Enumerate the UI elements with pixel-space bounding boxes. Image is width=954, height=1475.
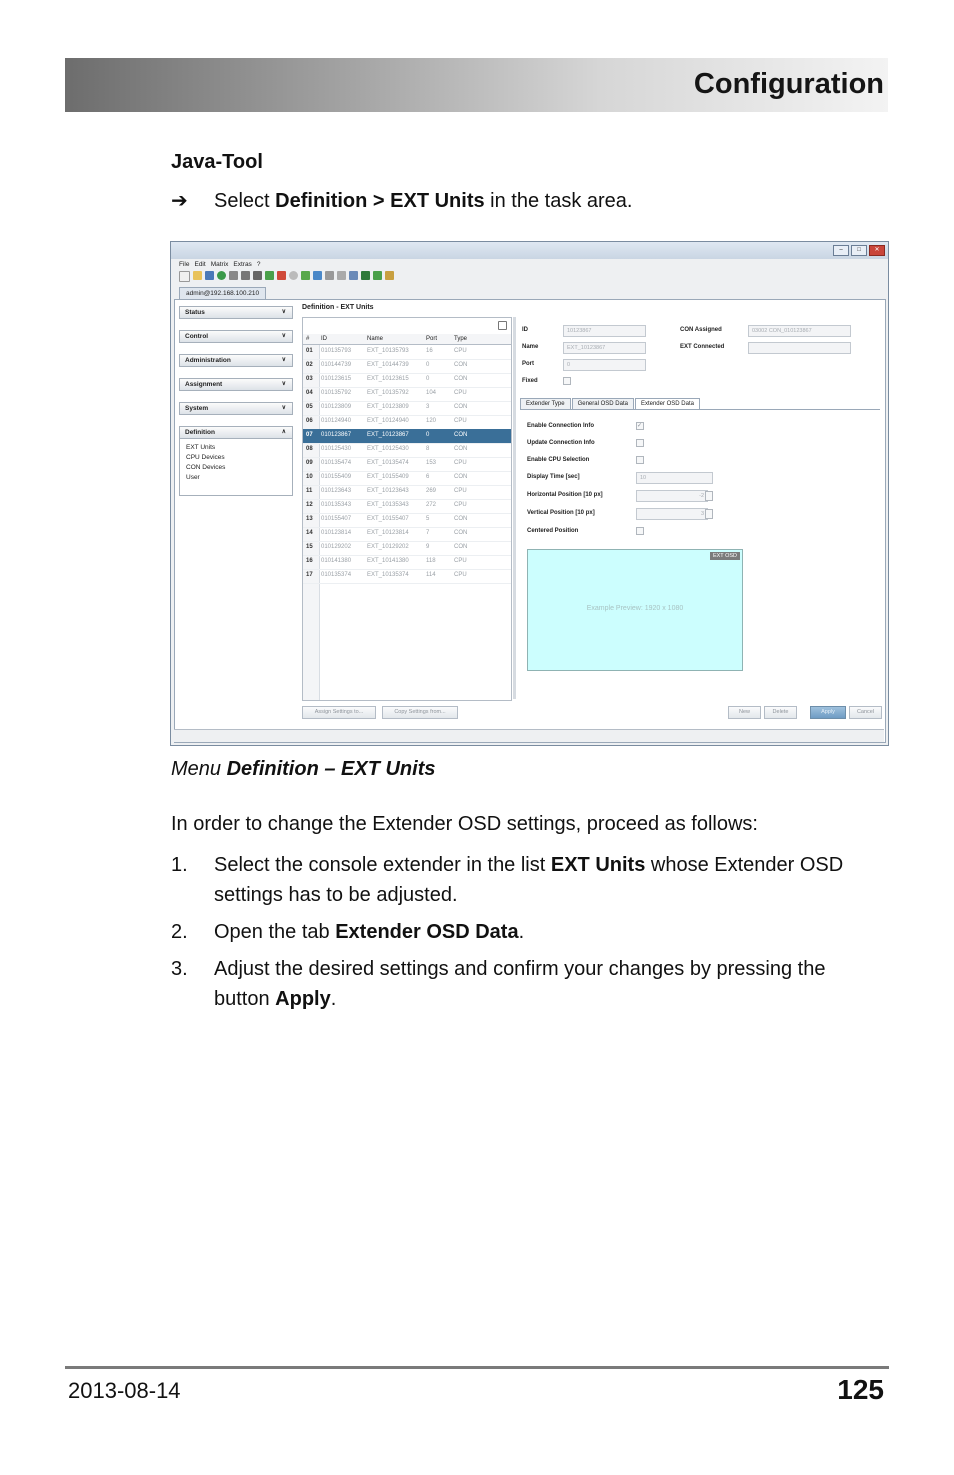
row-name: EXT_10129202	[367, 544, 409, 550]
row-number: 10	[306, 474, 313, 480]
row-id: 010155409	[321, 474, 352, 480]
chevron-down-icon: ∨	[281, 333, 286, 339]
row-port: 118	[426, 558, 436, 564]
chevron-down-icon: ∨	[281, 381, 286, 387]
details-panel	[518, 317, 882, 699]
paste-icon[interactable]	[253, 271, 262, 280]
row-port: 6	[426, 474, 430, 480]
table-row[interactable]	[303, 443, 511, 458]
header-title: Configuration	[693, 68, 884, 100]
row-number: 02	[306, 362, 313, 368]
row-port: 5	[426, 516, 430, 522]
menu-bar	[179, 261, 260, 268]
report-icon[interactable]	[337, 271, 346, 280]
row-id: 010135474	[321, 460, 352, 466]
step-number: 2.	[171, 921, 188, 943]
row-port: 269	[426, 488, 437, 494]
monitor-icon[interactable]	[361, 271, 370, 280]
sidebar-system-label: System	[185, 405, 209, 412]
row-type: CPU	[454, 390, 467, 396]
table-row[interactable]	[303, 429, 511, 444]
preview-text: Example Preview: 1920 x 1080	[586, 605, 684, 612]
save-icon[interactable]	[205, 271, 214, 280]
task-sidebar	[179, 306, 293, 496]
ext-connected-field[interactable]	[748, 342, 851, 354]
row-name: EXT_10141380	[367, 558, 409, 564]
row-port: 3	[426, 404, 430, 410]
ext-units-table	[302, 317, 512, 701]
filter-icon[interactable]	[498, 321, 507, 330]
tab-general-osd-data[interactable]: General OSD Data	[572, 398, 634, 410]
row-name: EXT_10144739	[367, 362, 409, 368]
row-port: 120	[426, 418, 437, 424]
row-type: CON	[454, 516, 468, 522]
row-id: 010135343	[321, 502, 352, 508]
row-type: CON	[454, 544, 468, 550]
row-id: 010123809	[321, 404, 352, 410]
row-type: CON	[454, 474, 468, 480]
table-row[interactable]	[303, 471, 511, 486]
step-text: Open the tab Extender OSD Data.	[214, 921, 525, 943]
download-icon[interactable]	[313, 271, 322, 280]
row-port: 7	[426, 530, 430, 536]
sidebar-definition[interactable]	[179, 426, 293, 439]
column-header-name[interactable]: Name	[367, 336, 384, 342]
sidebar-assignment[interactable]	[179, 378, 293, 391]
centered-position-label: Centered Position	[527, 528, 579, 534]
row-name: EXT_10135374	[367, 572, 409, 578]
row-id: 010123814	[321, 530, 352, 536]
row-number: 16	[306, 558, 313, 564]
table-row[interactable]	[303, 401, 511, 416]
row-id: 010155407	[321, 516, 352, 522]
table-row[interactable]	[303, 555, 511, 570]
row-name: EXT_10124940	[367, 418, 409, 424]
table-row[interactable]	[303, 415, 511, 430]
row-type: CPU	[454, 558, 467, 564]
row-id: 010124940	[321, 418, 352, 424]
menu-file[interactable]: File	[179, 261, 190, 268]
caption-bold: Definition – EXT Units	[226, 758, 436, 780]
row-number: 12	[306, 502, 313, 508]
row-port: 114	[426, 572, 436, 578]
sidebar-system[interactable]	[179, 402, 293, 415]
fixed-checkbox[interactable]	[563, 377, 571, 385]
sidebar-item-con-devices[interactable]: CON Devices	[186, 464, 226, 471]
sidebar-item-user[interactable]: User	[186, 474, 200, 481]
row-port: 16	[426, 348, 433, 354]
row-type: CON	[454, 362, 468, 368]
delete-button[interactable]: Delete	[764, 706, 797, 719]
instruction-line	[171, 188, 632, 213]
tab-extender-osd-data[interactable]: Extender OSD Data	[635, 398, 700, 410]
menu-matrix[interactable]: Matrix	[210, 261, 229, 268]
update-connection-info-label: Update Connection Info	[527, 440, 595, 446]
row-id: 010135374	[321, 572, 352, 578]
step-item	[171, 954, 886, 1014]
sidebar-control[interactable]	[179, 330, 293, 343]
sidebar-assignment-label: Assignment	[185, 381, 223, 388]
chevron-down-icon: ∨	[281, 309, 286, 315]
table-row[interactable]	[303, 373, 511, 388]
table-header	[303, 334, 511, 345]
row-type: CON	[454, 530, 468, 536]
row-number: 07	[306, 432, 313, 438]
row-port: 0	[426, 362, 430, 368]
row-number: 17	[306, 572, 313, 578]
definition-submenu	[179, 439, 293, 496]
table-row[interactable]	[303, 499, 511, 514]
instruction-suffix: in the task area.	[484, 190, 633, 212]
new-file-icon[interactable]	[179, 271, 190, 282]
page-header	[65, 58, 888, 112]
window-titlebar	[171, 242, 888, 259]
disconnect-icon[interactable]	[277, 271, 286, 280]
row-name: EXT_10125430	[367, 446, 409, 452]
row-number: 03	[306, 376, 313, 382]
open-folder-icon[interactable]	[193, 271, 202, 280]
row-id: 010141380	[321, 558, 352, 564]
row-number: 09	[306, 460, 313, 466]
horizontal-stepper-icon[interactable]	[705, 491, 713, 501]
copy-settings-button[interactable]: Copy Settings from...	[382, 706, 458, 719]
sidebar-definition-label: Definition	[185, 429, 215, 436]
table-row[interactable]	[303, 541, 511, 556]
sidebar-control-label: Control	[185, 333, 209, 340]
column-header-number[interactable]: #	[306, 336, 310, 342]
display-time-field[interactable]: 10	[636, 472, 713, 484]
refresh-icon[interactable]	[217, 271, 226, 280]
row-number: 08	[306, 446, 313, 452]
instruction-prefix: Select	[214, 190, 276, 212]
row-type: CPU	[454, 572, 467, 578]
row-id: 010125430	[321, 446, 352, 452]
table-row[interactable]	[303, 387, 511, 402]
row-number: 06	[306, 418, 313, 424]
row-type: CON	[454, 446, 468, 452]
step-number: 1.	[171, 854, 188, 876]
table-row[interactable]	[303, 359, 511, 374]
cancel-button[interactable]: Cancel	[849, 706, 882, 719]
menu-edit[interactable]: Edit	[194, 261, 206, 268]
export-icon[interactable]	[349, 271, 358, 280]
app-screenshot	[170, 241, 889, 746]
document-icon[interactable]	[325, 271, 334, 280]
table-row[interactable]	[303, 457, 511, 472]
intro-text: In order to change the Extender OSD settings, proceed as follows:	[171, 813, 758, 835]
row-type: CON	[454, 432, 468, 438]
row-name: EXT_10135792	[367, 390, 409, 396]
row-port: 272	[426, 502, 437, 508]
row-number: 13	[306, 516, 313, 522]
row-id: 010135792	[321, 390, 352, 396]
row-port: 0	[426, 376, 430, 382]
step-item	[171, 850, 886, 910]
row-type: CON	[454, 404, 468, 410]
horizontal-position-spinner[interactable]: -2	[636, 490, 708, 502]
row-port: 8	[426, 446, 430, 452]
table-row[interactable]	[303, 569, 511, 584]
vertical-position-label: Vertical Position [10 px]	[527, 510, 595, 516]
row-name: EXT_10123867	[367, 432, 409, 438]
minimize-icon[interactable]: –	[833, 245, 849, 256]
name-label: Name	[522, 344, 539, 350]
main-panel	[174, 299, 886, 743]
instruction-bold: Definition > EXT Units	[275, 190, 485, 212]
sidebar-administration[interactable]	[179, 354, 293, 367]
enable-cpu-selection-label: Enable CPU Selection	[527, 457, 590, 463]
con-assigned-field[interactable]: 03002 CON_010123867	[748, 325, 851, 337]
upload-icon[interactable]	[301, 271, 310, 280]
row-port: 9	[426, 544, 430, 550]
row-name: EXT_10123809	[367, 404, 409, 410]
toolbar	[179, 271, 394, 282]
enable-connection-info-label: Enable Connection Info	[527, 423, 594, 429]
footer-date: 2013-08-14	[68, 1378, 181, 1403]
row-id: 010135793	[321, 348, 352, 354]
sidebar-administration-label: Administration	[185, 357, 231, 364]
enable-cpu-selection-checkbox[interactable]	[636, 456, 644, 464]
row-number: 15	[306, 544, 313, 550]
row-id: 010123643	[321, 488, 352, 494]
horizontal-position-label: Horizontal Position [10 px]	[527, 492, 603, 498]
column-header-type[interactable]: Type	[454, 336, 468, 342]
figure-caption	[171, 758, 436, 781]
sidebar-status[interactable]	[179, 306, 293, 319]
step-text: Adjust the desired settings and confirm your changes by pressing the button Apply.	[214, 958, 826, 1010]
row-type: CPU	[454, 460, 467, 466]
row-port: 0	[426, 432, 430, 438]
row-id: 010129202	[321, 544, 352, 550]
port-field[interactable]: 0	[563, 359, 646, 371]
row-number: 01	[306, 348, 313, 354]
step-text: Select the console extender in the list EXT Units whose Extender OSD settings has to be adjusted.	[214, 854, 844, 906]
osd-preview	[527, 549, 743, 671]
display-time-label: Display Time [sec]	[527, 474, 580, 480]
settings-icon[interactable]	[289, 271, 298, 280]
chevron-down-icon: ∨	[281, 405, 286, 411]
column-header-port[interactable]: Port	[426, 336, 438, 342]
menu-extras[interactable]: Extras	[233, 261, 252, 268]
row-port: 153	[426, 460, 437, 466]
step-number: 3.	[171, 958, 188, 980]
table-row[interactable]	[303, 345, 511, 360]
table-row[interactable]	[303, 527, 511, 542]
new-button[interactable]: New	[728, 706, 761, 719]
row-name: EXT_10135793	[367, 348, 409, 354]
connection-tab[interactable]	[179, 287, 266, 299]
info-icon[interactable]	[385, 271, 394, 280]
close-icon[interactable]: ✕	[869, 245, 885, 256]
row-number: 14	[306, 530, 313, 536]
row-name: EXT_10123643	[367, 488, 409, 494]
row-number: 11	[306, 488, 313, 494]
connection-tab-label: admin@192.168.100.210	[186, 290, 260, 297]
row-name: EXT_10135474	[367, 460, 409, 466]
sidebar-item-ext-units[interactable]: EXT Units	[186, 444, 216, 451]
sidebar-status-label: Status	[185, 309, 205, 316]
connect-icon[interactable]	[265, 271, 274, 280]
name-field[interactable]: EXT_10123867	[563, 342, 646, 354]
id-label: ID	[522, 327, 528, 333]
port-label: Port	[522, 361, 534, 367]
row-id: 010144739	[321, 362, 352, 368]
row-id: 010123867	[321, 432, 352, 438]
row-type: CON	[454, 376, 468, 382]
check-icon[interactable]	[373, 271, 382, 280]
apply-button[interactable]: Apply	[810, 706, 846, 719]
row-name: EXT_10155409	[367, 474, 409, 480]
centered-position-checkbox[interactable]	[636, 527, 644, 535]
row-name: EXT_10135343	[367, 502, 409, 508]
column-header-id[interactable]: ID	[321, 336, 327, 342]
chevron-down-icon: ∨	[281, 357, 286, 363]
ext-osd-badge: EXT OSD	[710, 552, 740, 560]
row-name: EXT_10155407	[367, 516, 409, 522]
update-connection-info-checkbox[interactable]	[636, 439, 644, 447]
step-list	[171, 850, 886, 1021]
enable-connection-info-checkbox[interactable]: ✓	[637, 423, 643, 429]
id-field[interactable]: 10123867	[563, 325, 646, 337]
row-type: CPU	[454, 418, 467, 424]
row-number: 05	[306, 404, 313, 410]
ext-connected-label: EXT Connected	[680, 344, 725, 350]
vertical-position-spinner[interactable]: 3	[636, 508, 708, 520]
row-number: 04	[306, 390, 313, 396]
split-divider[interactable]	[513, 317, 516, 699]
row-type: CPU	[454, 502, 467, 508]
tab-divider	[520, 409, 880, 410]
fixed-label: Fixed	[522, 378, 538, 384]
con-assigned-label: CON Assigned	[680, 327, 722, 333]
row-name: EXT_10123615	[367, 376, 409, 382]
step-item	[171, 917, 886, 947]
menu-help[interactable]: ?	[256, 261, 261, 268]
tab-extender-type[interactable]: Extender Type	[520, 398, 571, 410]
status-bar	[174, 729, 884, 742]
caption-prefix: Menu	[171, 758, 227, 780]
arrow-right-icon: ➔	[171, 190, 188, 212]
table-row[interactable]	[303, 513, 511, 528]
row-type: CPU	[454, 348, 467, 354]
row-type: CPU	[454, 488, 467, 494]
table-row[interactable]	[303, 485, 511, 500]
maximize-icon[interactable]: □	[851, 245, 867, 256]
page-number: 125	[837, 1374, 884, 1405]
sidebar-item-cpu-devices[interactable]: CPU Devices	[186, 454, 225, 461]
main-title: Definition - EXT Units	[302, 304, 374, 311]
footer-rule	[65, 1366, 889, 1369]
copy-icon[interactable]	[241, 271, 250, 280]
cut-icon[interactable]	[229, 271, 238, 280]
section-title: Java-Tool	[171, 151, 263, 173]
chevron-up-icon: ∧	[281, 429, 286, 435]
assign-settings-button[interactable]: Assign Settings to...	[302, 706, 376, 719]
vertical-stepper-icon[interactable]	[705, 509, 713, 519]
row-name: EXT_10123814	[367, 530, 409, 536]
row-id: 010123615	[321, 376, 352, 382]
row-port: 104	[426, 390, 437, 396]
